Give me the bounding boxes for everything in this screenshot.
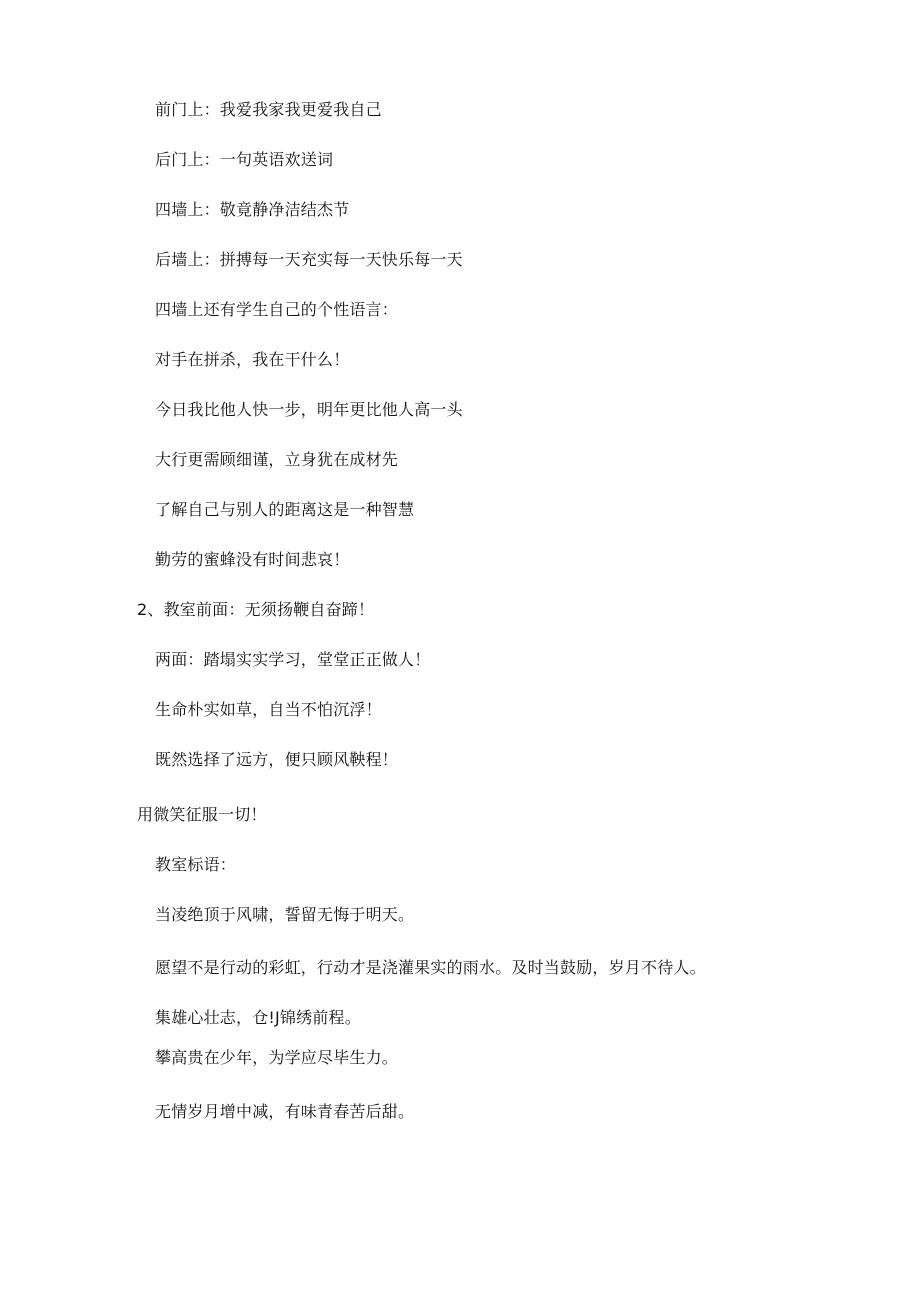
- text-line-slogan: 对手在拼杀，我在干什么！: [155, 350, 350, 369]
- text-line-slogan: 了解自己与别人的距离这是一种智慧: [155, 500, 415, 519]
- text-line-section-2: 2、教室前面：无须扬鞭自奋蹄！: [137, 600, 375, 619]
- text-line-front-door: 前门上：我爱我家我更爱我自己: [155, 100, 382, 119]
- text-line-four-walls: 四墙上：敬竟静净洁结杰节: [155, 200, 350, 219]
- text-line-classroom-slogans-heading: 教室标语：: [155, 855, 237, 874]
- text-line-student-language: 四墙上还有学生自己的个性语言：: [155, 300, 399, 319]
- text-line-slogan: 生命朴实如草，自当不怕沉浮！: [155, 700, 382, 719]
- text-line-slogan: 愿望不是行动的彩虹，行动才是浇灌果实的雨水。及时当鼓励，岁月不待人。: [155, 958, 706, 977]
- text-line-slogan: 集雄心壮志，仓!J锦绣前程。: [155, 1008, 361, 1027]
- text-line-slogan: 勤劳的蜜蜂没有时间悲哀！: [155, 550, 350, 569]
- text-line-back-wall: 后墙上：拼搏每一天充实每一天快乐每一天: [155, 250, 463, 269]
- text-line-slogan: 既然选择了远方，便只顾风鞅程！: [155, 750, 399, 769]
- text-line-slogan: 攀高贵在少年，为学应尽毕生力。: [155, 1048, 399, 1067]
- text-line-slogan: 两面：踏塌实实学习，堂堂正正做人！: [155, 650, 431, 669]
- text-line-slogan: 用微笑征服一切！: [137, 805, 267, 824]
- text-line-slogan: 当凌绝顶于风啸，誓留无悔于明天。: [155, 905, 415, 924]
- text-line-slogan: 无情岁月增中减，有味青春苦后甜。: [155, 1102, 415, 1121]
- text-line-slogan: 今日我比他人快一步，明年更比他人高一头: [155, 400, 463, 419]
- text-line-slogan: 大行更需顾细谨，立身犹在成材先: [155, 450, 399, 469]
- text-line-back-door: 后门上：一句英语欢送词: [155, 150, 334, 169]
